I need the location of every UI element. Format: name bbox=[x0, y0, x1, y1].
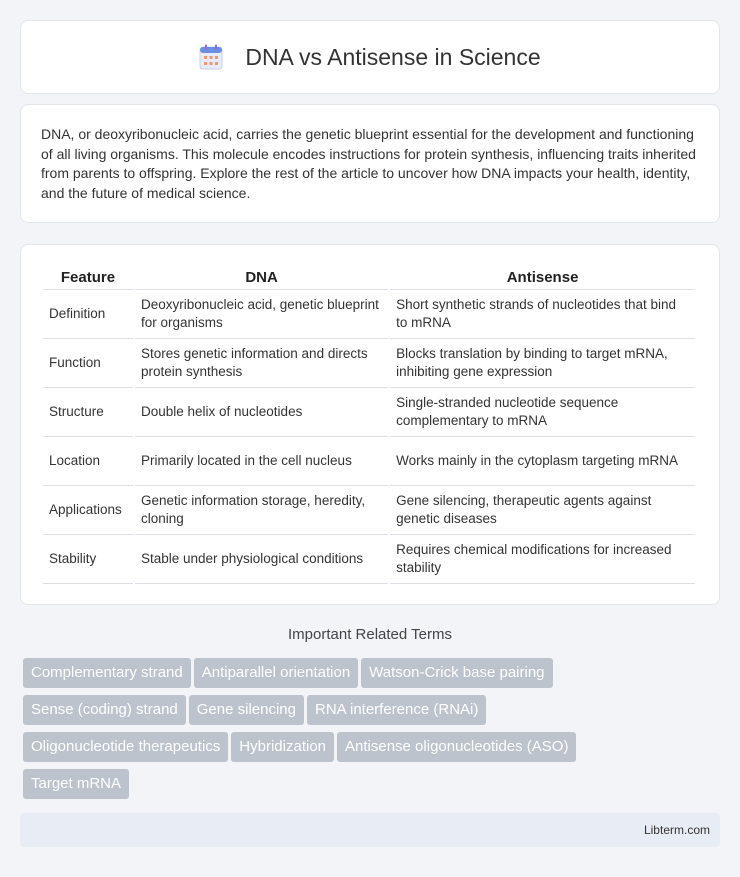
comparison-card bbox=[20, 244, 720, 605]
feature-cell: Applications bbox=[43, 486, 133, 535]
table-row bbox=[43, 535, 695, 584]
feature-cell: Location bbox=[43, 437, 133, 486]
related-term-tag[interactable]: Gene silencing bbox=[189, 695, 304, 725]
dna-cell: Genetic information storage, heredity, cloning bbox=[135, 486, 388, 535]
related-terms-list bbox=[23, 658, 703, 806]
table-header-row bbox=[43, 265, 695, 290]
antisense-cell: Short synthetic strands of nucleotides that bind to mRNA bbox=[390, 290, 695, 339]
related-term-tag[interactable]: Hybridization bbox=[231, 732, 334, 762]
table-row bbox=[43, 437, 695, 486]
dna-cell: Stores genetic information and directs protein synthesis bbox=[135, 339, 388, 388]
header-card bbox=[20, 20, 720, 94]
feature-cell: Stability bbox=[43, 535, 133, 584]
related-term-tag[interactable]: Watson-Crick base pairing bbox=[361, 658, 552, 688]
dna-cell: Primarily located in the cell nucleus bbox=[135, 437, 388, 486]
dna-cell: Double helix of nucleotides bbox=[135, 388, 388, 437]
footer bbox=[20, 813, 720, 847]
related-term-tag[interactable]: RNA interference (RNAi) bbox=[307, 695, 486, 725]
related-term-tag[interactable]: Sense (coding) strand bbox=[23, 695, 186, 725]
intro-card bbox=[20, 104, 720, 223]
table-row bbox=[43, 486, 695, 535]
calendar-icon bbox=[199, 44, 223, 70]
antisense-cell: Blocks translation by binding to target mRNA, inhibiting gene expression bbox=[390, 339, 695, 388]
feature-cell: Function bbox=[43, 339, 133, 388]
footer-site-link[interactable]: Libterm.com bbox=[643, 823, 710, 837]
antisense-cell: Requires chemical modifications for increased stability bbox=[390, 535, 695, 584]
related-term-tag[interactable]: Target mRNA bbox=[23, 769, 129, 799]
antisense-cell: Works mainly in the cytoplasm targeting mRNA bbox=[390, 437, 695, 486]
antisense-cell: Single-stranded nucleotide sequence complementary to mRNA bbox=[390, 388, 695, 437]
column-header: Feature bbox=[43, 265, 133, 290]
antisense-cell: Gene silencing, therapeutic agents against genetic diseases bbox=[390, 486, 695, 535]
table-row bbox=[43, 339, 695, 388]
column-header: DNA bbox=[135, 265, 388, 290]
dna-cell: Stable under physiological conditions bbox=[135, 535, 388, 584]
table-row bbox=[43, 290, 695, 339]
feature-cell: Definition bbox=[43, 290, 133, 339]
related-term-tag[interactable]: Complementary strand bbox=[23, 658, 191, 688]
comparison-table bbox=[41, 265, 697, 584]
related-term-tag[interactable]: Oligonucleotide therapeutics bbox=[23, 732, 228, 762]
related-term-tag[interactable]: Antisense oligonucleotides (ASO) bbox=[337, 732, 576, 762]
table-row bbox=[43, 388, 695, 437]
feature-cell: Structure bbox=[43, 388, 133, 437]
dna-cell: Deoxyribonucleic acid, genetic blueprint for organisms bbox=[135, 290, 388, 339]
related-term-tag[interactable]: Antiparallel orientation bbox=[194, 658, 358, 688]
page-title: DNA vs Antisense in Science bbox=[245, 43, 541, 70]
intro-text: DNA, or deoxyribonucleic acid, carries the genetic blueprint essential for the development and functioning of all living organisms. This molecule encodes instructions for protein synthesis, influencing traits inherited from parents to offspring. Explore the rest of the article to uncover how DNA impacts your health, identity, and the future of medical science. bbox=[41, 126, 696, 201]
column-header: Antisense bbox=[390, 265, 695, 290]
related-terms-heading: Important Related Terms bbox=[288, 626, 452, 643]
